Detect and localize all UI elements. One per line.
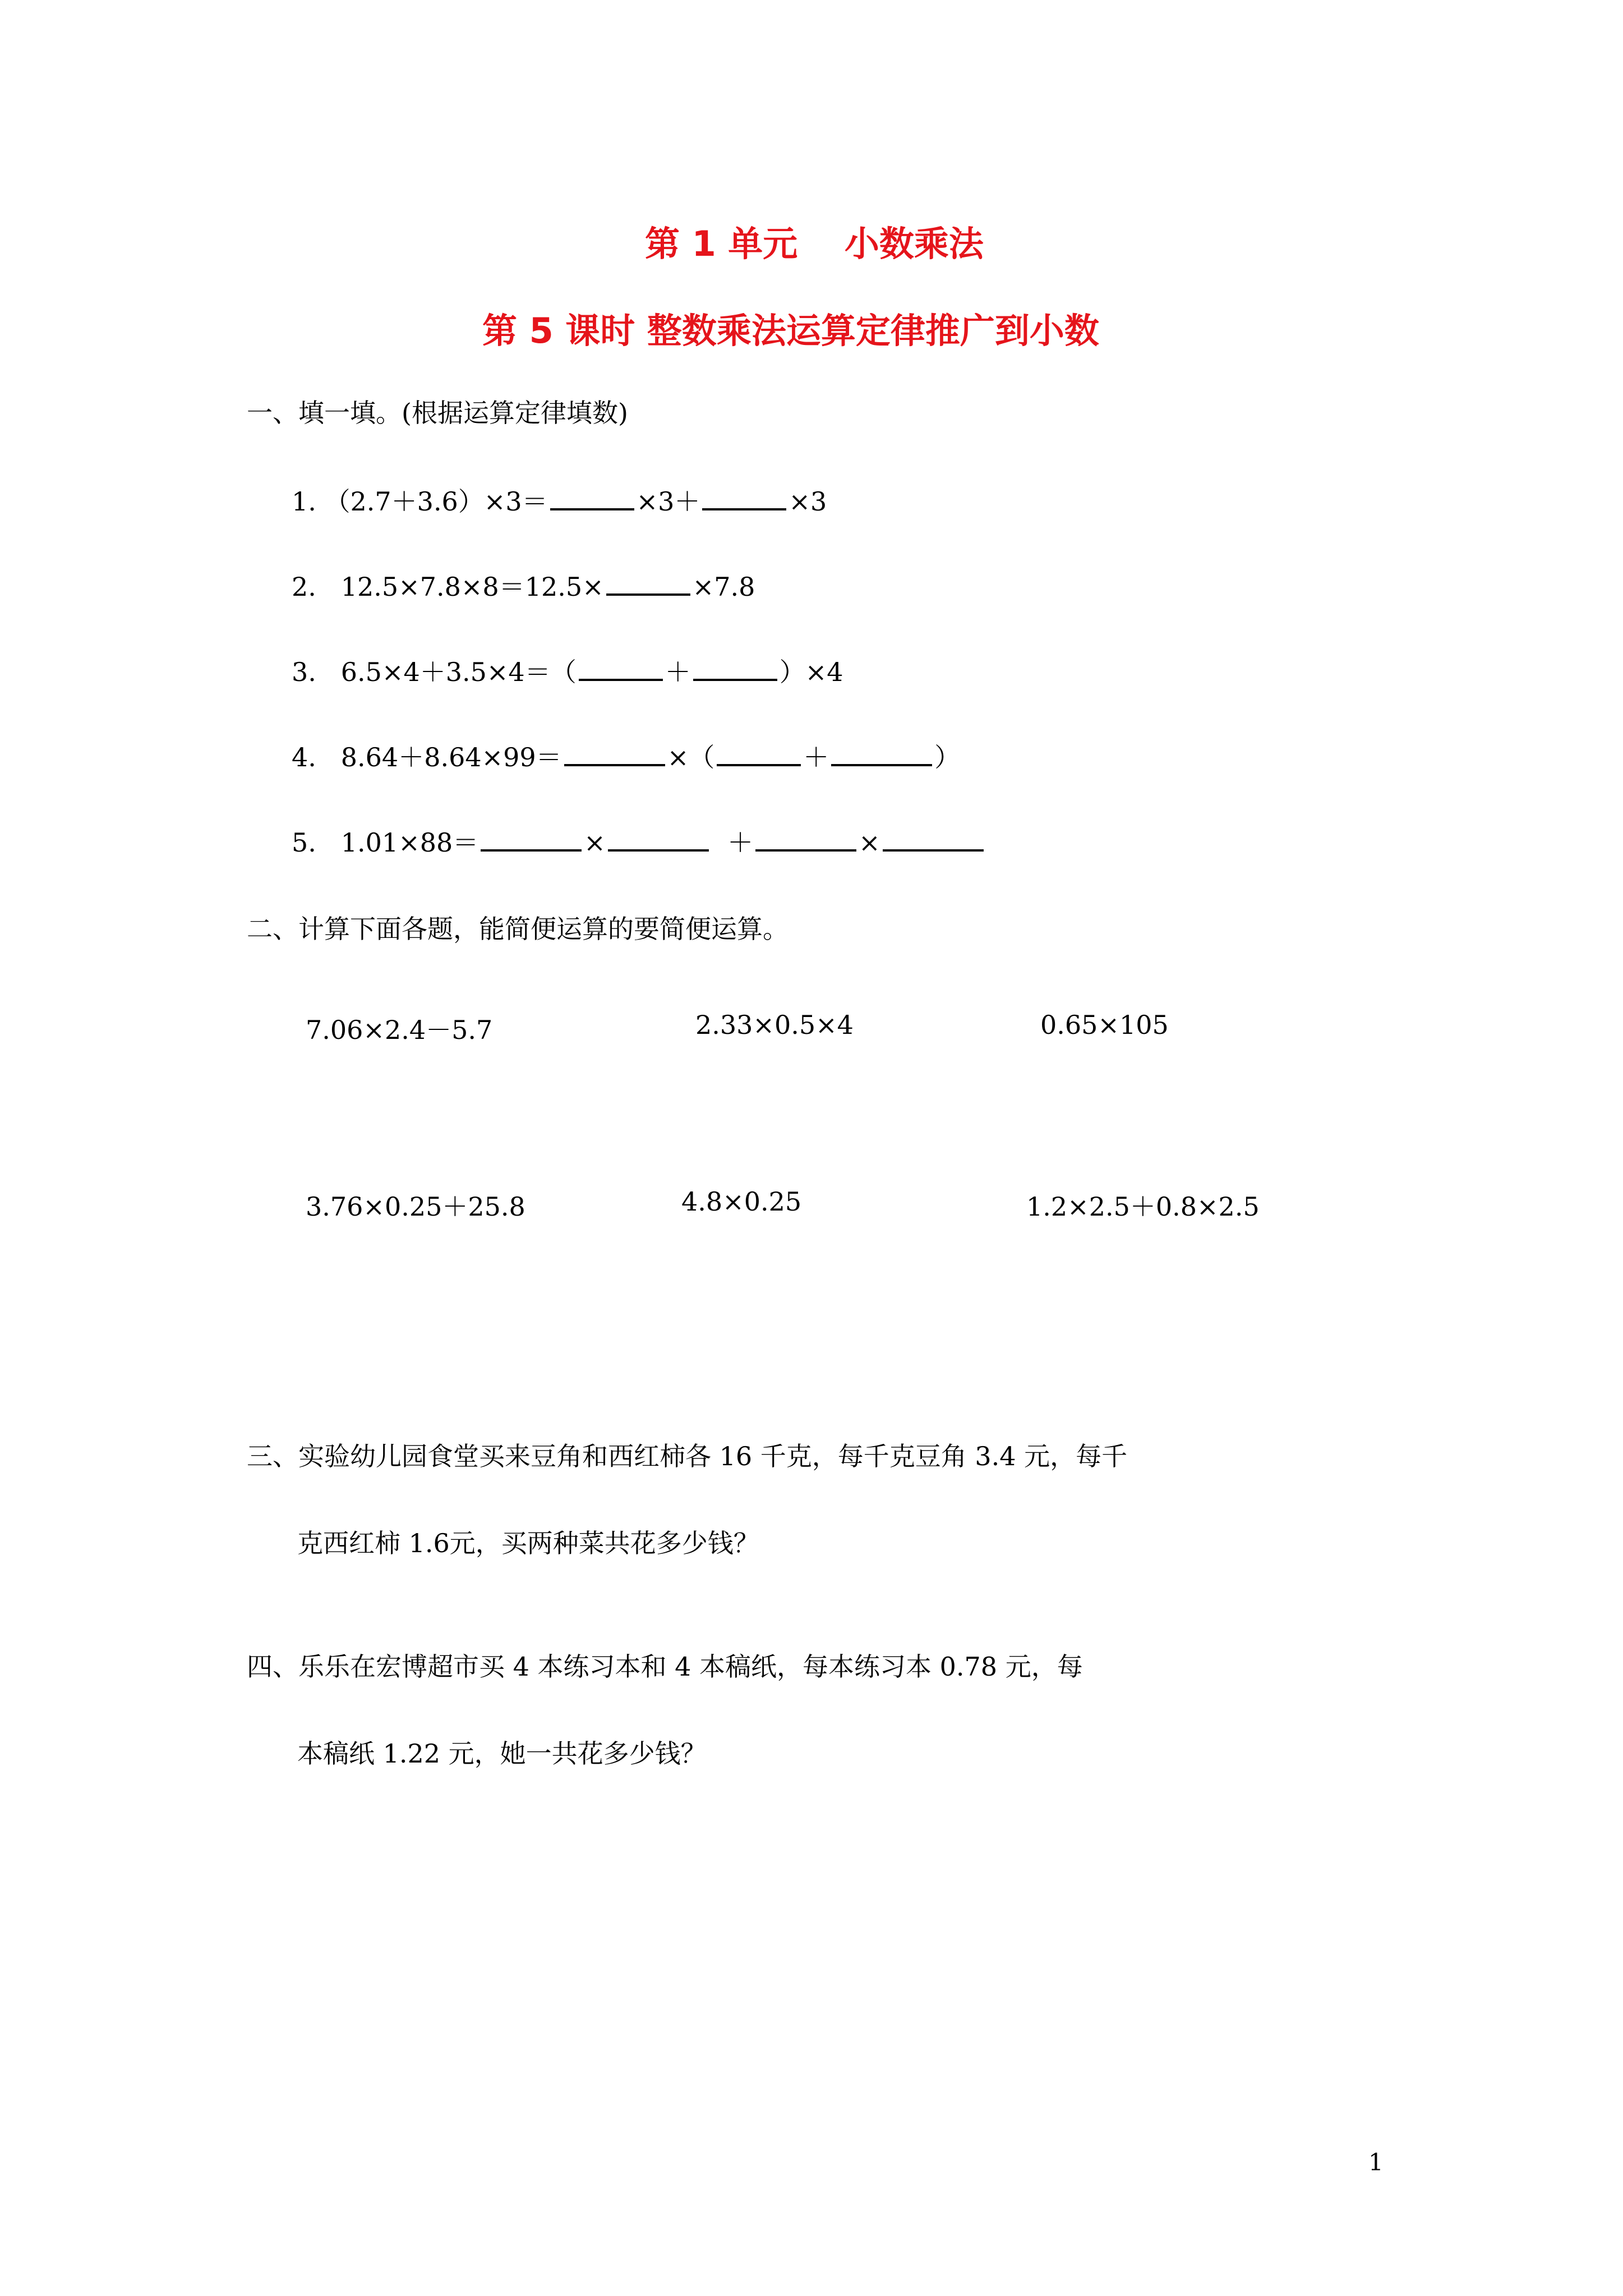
item-text: ）×4 <box>779 657 843 687</box>
unit-title: 第 1 单元 小数乘法 <box>645 223 984 264</box>
calc-problem: 2.33×0.5×4 <box>695 1010 854 1040</box>
calc-problem: 3.76×0.25＋25.8 <box>306 1191 525 1222</box>
calc-problem: 1.2×2.5＋0.8×2.5 <box>1026 1191 1260 1222</box>
item-text: × <box>584 827 606 858</box>
item-text: ） <box>934 742 961 772</box>
item-text: 1.01×88＝ <box>340 827 479 858</box>
answer-blank[interactable] <box>608 826 709 852</box>
answer-blank[interactable] <box>550 485 634 510</box>
item-text: 12.5×7.8×8＝12.5× <box>340 572 604 602</box>
fill-item-5 <box>292 822 986 859</box>
answer-blank[interactable] <box>755 826 856 852</box>
section-2-heading: 二、计算下面各题，能简便运算的要简便运算。 <box>247 914 789 944</box>
item-number: 4. <box>292 742 316 772</box>
answer-blank[interactable] <box>831 741 932 766</box>
section-4-line-1: 四、乐乐在宏博超市买 4 本练习本和 4 本稿纸，每本练习本 0.78 元，每 <box>247 1651 1083 1682</box>
answer-blank[interactable] <box>717 741 801 766</box>
item-text: （2.7＋3.6）×3＝ <box>324 486 548 517</box>
item-text: 6.5×4＋3.5×4＝（ <box>340 657 577 687</box>
item-text: 8.64＋8.64×99＝ <box>340 742 562 772</box>
answer-blank[interactable] <box>606 570 690 596</box>
calc-problem: 7.06×2.4－5.7 <box>306 1015 493 1045</box>
answer-blank[interactable] <box>883 826 984 852</box>
item-text: ×7.8 <box>692 572 755 602</box>
item-number: 2. <box>292 572 316 602</box>
item-text: × <box>859 827 880 858</box>
fill-item-4 <box>292 737 960 774</box>
fill-item-1 <box>292 481 827 518</box>
page-number: 1 <box>1368 2148 1384 2176</box>
lesson-title: 第 5 课时 整数乘法运算定律推广到小数 <box>482 310 1099 351</box>
item-text: ＋ <box>803 742 829 772</box>
answer-blank[interactable] <box>579 656 663 681</box>
answer-blank[interactable] <box>693 656 777 681</box>
item-text: ×3＋ <box>636 486 700 517</box>
fill-item-2 <box>292 567 755 604</box>
item-text: ＋ <box>727 827 754 858</box>
calc-problem: 0.65×105 <box>1040 1010 1169 1040</box>
answer-blank[interactable] <box>481 826 582 852</box>
item-number: 3. <box>292 657 316 687</box>
section-3-line-1: 三、实验幼儿园食堂买来豆角和西红柿各 16 千克，每千克豆角 3.4 元，每千 <box>247 1441 1128 1471</box>
fill-item-3 <box>292 652 843 689</box>
item-text: ×（ <box>667 742 715 772</box>
section-3-line-2: 克西红柿 1.6元，买两种菜共花多少钱？ <box>297 1528 759 1558</box>
item-text: ＋ <box>665 657 691 687</box>
item-number: 1. <box>292 486 316 517</box>
answer-blank[interactable] <box>702 485 786 510</box>
answer-blank[interactable] <box>564 741 665 766</box>
item-number: 5. <box>292 827 316 858</box>
section-4-line-2: 本稿纸 1.22 元，她一共花多少钱？ <box>297 1738 707 1769</box>
calc-problem: 4.8×0.25 <box>681 1186 802 1217</box>
item-text: ×3 <box>789 486 827 517</box>
section-1-heading: 一、填一填。(根据运算定律填数) <box>247 398 628 428</box>
